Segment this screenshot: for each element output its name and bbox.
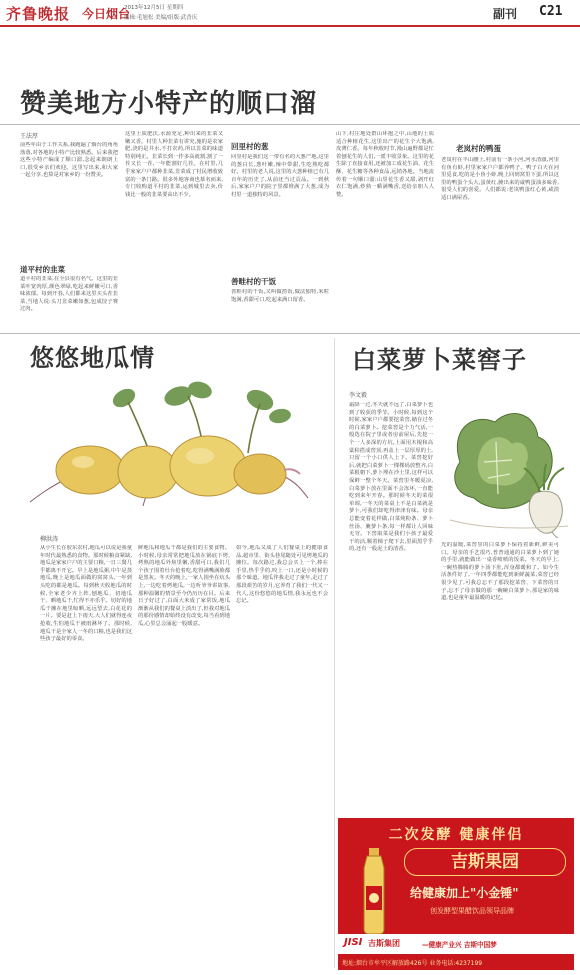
tuber (56, 446, 124, 494)
section-name: 今日烟台 (82, 7, 131, 21)
potato-leaves (110, 379, 292, 425)
ad-tagline: 给健康加上"小金锤" (410, 886, 519, 900)
article1-subhead-4: 老岚村的鸭蛋 (456, 144, 501, 153)
article2-column-3: 如今,地瓜又成了人们餐桌上的健康食品,超市里、街头巷尾随处可见烤地瓜的摊位。每次路过,我总会买上一个,捧在手里,热乎乎的,咬上一口,还是小时候的那个味道。地瓜伴我走过了童年,走过了那段艰苦的岁月,它养育了我们一代又一代人,这份悠悠的地瓜情,我永远也不会忘记。 (236, 545, 328, 605)
tuber (234, 454, 286, 494)
article1-subhead-3: 善畦村的干饭 (231, 277, 276, 286)
cabbage-radish-illustration (440, 402, 580, 538)
article1-column-3: 回里村是我们这一带有名的大葱产地,这里的葱白长,葱叶嫩,辣中带甜,生吃熟吃都好。村里的老人说,这里的大葱种植已有几百年的历史了,从前还当过贡品。一到秋后,家家户户的院子里都堆满了大葱,成为村里一道独特的风景。 (231, 154, 329, 198)
advertisement (338, 818, 574, 970)
article1-column-2: 这里土质肥沃,水源充足,种出来的韭菜又嫩又香。村里人种韭菜有讲究,施的是农家肥,浇的是井水,不打农药,所以韭菜的味道特别纯正。韭菜长到一拃多高就割,割了一茬又长一茬,一年能割好几茬。在村里,几乎家家户户都种韭菜,韭菜成了村民增收致富的一条门路。很多外地客商也慕名而来,专门收购道平村的韭菜,运到城里去卖,价钱比一般的韭菜要高出不少。 (125, 131, 223, 198)
article1-column-4: 山下,村庄地处群山环抱之中,山地的土质适合种植花生,这里出产的花生个大饱满,皮薄仁香。每年秋收时节,漫山遍野都是忙着刨花生的人们,一派丰收景象。这里的花生除了直接食用,还被加工成花生油、花生酥、花生糖等各种食品,远销各地。当地流传着一句顺口溜:山里花生香又甜,剥开红衣仁饱满,炒熟一嚼满嘴香,送给亲朋人人赞。 (336, 131, 434, 198)
tuber-highlight (72, 456, 94, 468)
bottle-icon (354, 846, 394, 934)
sweet-potato-illustration (28, 378, 310, 506)
article2-column-1: 从小生长在胶东农村,地瓜可以说是我童年时代最熟悉的食物。那时候粮食紧缺,地瓜是家家户户的主要口粮,一日三餐几乎都离不开它。早上是地瓜粥,中午是蒸地瓜,晚上是地瓜面做的窝窝头,一年到头吃的都是地瓜。每到秋天收地瓜的时候,全家老少齐上阵,刨地瓜、切地瓜干、晒地瓜干,忙得不亦乐乎。切好的地瓜干摊在地里晾晒,远远望去,白花花的一片。要是赶上下雨天,大人们就得连夜抢收,生怕地瓜干被雨淋坏了。那时候,地瓜干是全家人一冬的口粮,也是我们这些孩子最好的零食。 (40, 545, 132, 643)
article1-column-3b: 善畦村的干饭,又叫做捞饭,做法独特,米粒饱满,香甜可口,吃起来满口留香。 (231, 289, 329, 303)
masthead (0, 0, 580, 28)
ad-group-name: 吉斯集团 (368, 939, 400, 948)
tuber (170, 436, 246, 496)
divider (0, 333, 580, 334)
article3-column-2: 光的温暖,菜窖里的白菜萝卜保持着新鲜,鲜美可口。母亲的手艺很巧,普普通通的白菜萝卜到了她的手里,就能做出一桌香喷喷的饭菜。冬天的早上,一碗热腾腾的萝卜汤下肚,浑身都暖和了。如今生活条件好了,一年四季都能吃到新鲜蔬菜,菜窖已经很少见了,可我总忘不了那段挖菜窖、下菜窖的日子,忘不了母亲做的那一碗碗白菜萝卜,那是家的味道,也是童年最温暖的记忆。 (441, 542, 559, 602)
article1-column-1b: 道平村的韭菜,在全县很有名气。这里的韭菜叶宽肉厚,颜色翠绿,吃起来鲜嫩可口,香味浓郁。每到开春,人们都来这里买头茬韭菜,当地人说:头刀韭菜嫩如葱,包成饺子赛过肉。 (20, 276, 118, 313)
article2-column-2: 鲜地瓜和地瓜干都是我们的主要食物。小时候,母亲常常把地瓜放在锅底下烤,烤熟的地瓜外焦里嫩,香甜可口,我们几个孩子围着灶台抢着吃,吃得满嘴满脸都是黑灰。冬天的晚上,一家人围坐在炕头上,一边吃着烤地瓜,一边听爷爷讲故事,那种温馨的情景至今仍历历在目。后来日子好过了,白面大米成了家常饭,地瓜渐渐从我们的餐桌上淡出了,但我对地瓜的那份感情却始终没有改变,每当看到地瓜,心里总会涌起一股暖意。 (138, 545, 230, 627)
issue-date: 2013年12月5日 星期四 (124, 5, 184, 11)
ad-company-bar (338, 934, 574, 954)
article2-author: 柳洪涛 (40, 536, 59, 543)
article1-column-1: 前些年由于工作关系,我跑遍了烟台的角角落落,对各地的小特产比较熟悉。后来我把这些小特产编成了顺口溜,念起来朗朗上口,很受乡亲们欢迎。这里写出来,和大家一起分享,也算是对家乡的一份赞美。 (20, 142, 118, 179)
article1-column-5: 老岚村在半山腰上,村前有一条小河,河水清澈,河里有鱼有虾,村里家家户户都养鸭子。鸭子白天在河里觅食,吃的是小鱼小虾,晚上回到窝里下蛋,所以这里的鸭蛋个头大,蛋黄红,腌出来的咸鸭蛋油多味香,很受人们的喜爱。人们都说:老岚鸭蛋红心黄,咸淡适口满屋香。 (441, 157, 559, 201)
article2-headline: 悠悠地瓜情 (30, 344, 155, 372)
ad-address: 地址:烟台市牟平区解放路426号 业务电话:4237199 (342, 960, 483, 967)
tuber-highlight (186, 448, 214, 464)
article1-headline: 赞美地方小特产的顺口溜 (20, 89, 318, 119)
article1-subhead-2: 回里村的葱 (231, 142, 269, 151)
editor-credits: 编辑:毛旭松 美编/组版:武香庆 (124, 15, 198, 21)
ad-subline: 创发酵型果醋饮品领导品牌 (430, 907, 514, 915)
article3-headline: 白菜萝卜菜窖子 (352, 346, 527, 374)
article1-subhead-1: 道平村的韭菜 (20, 265, 65, 274)
ad-motto: —健康产业兴 吉斯中国梦 (422, 941, 497, 949)
ad-brand-name: 吉斯果园 (404, 848, 566, 876)
tuber (118, 446, 178, 498)
jisi-logo: JISI (344, 937, 363, 948)
ad-slogan: 二次发酵 健康伴侣 (388, 827, 524, 843)
article1-author: 王法厚 (20, 133, 39, 140)
page-number: C21 (539, 4, 563, 19)
masthead-rule (0, 25, 580, 27)
article3-column-1: 霜降一过,冬天就不远了,白菜萝卜也到了收获的季节。小时候,每到这个时候,家家户户都要挖菜窖,储存过冬的白菜萝卜。挖菜窖是个力气活,一般选在院子里或者房前屋后,先挖一个一人多深的方坑,上面用木棍和高粱秸搭成窖顶,再盖上一层厚厚的土,只留一个小口供人上下。菜窖挖好后,就把白菜萝卜一棵棵码放整齐,白菜根朝下,萝卜埋在沙土里,这样可以保鲜一整个冬天。菜窖里冬暖夏凉,白菜萝卜放在里面不会冻坏,一直能吃到来年开春。那时候冬天的菜很单调,一冬天的菜桌上不是白菜就是萝卜,可我们却吃得津津有味。母亲总能变着花样做,白菜炖粉条、萝卜丝汤、腌萝卜条,每一样都让人回味无穷。下窖取菜是我们小孩子最爱干的活,顺着梯子爬下去,里面黑乎乎的,还有一股泥土的清香。 (349, 402, 433, 553)
divider (0, 124, 580, 125)
article3-author: 李文毅 (349, 392, 368, 399)
column-divider (334, 338, 335, 968)
newspaper-brand: 齐鲁晚报 (6, 5, 71, 23)
supplement-label: 副刊 (493, 7, 518, 21)
